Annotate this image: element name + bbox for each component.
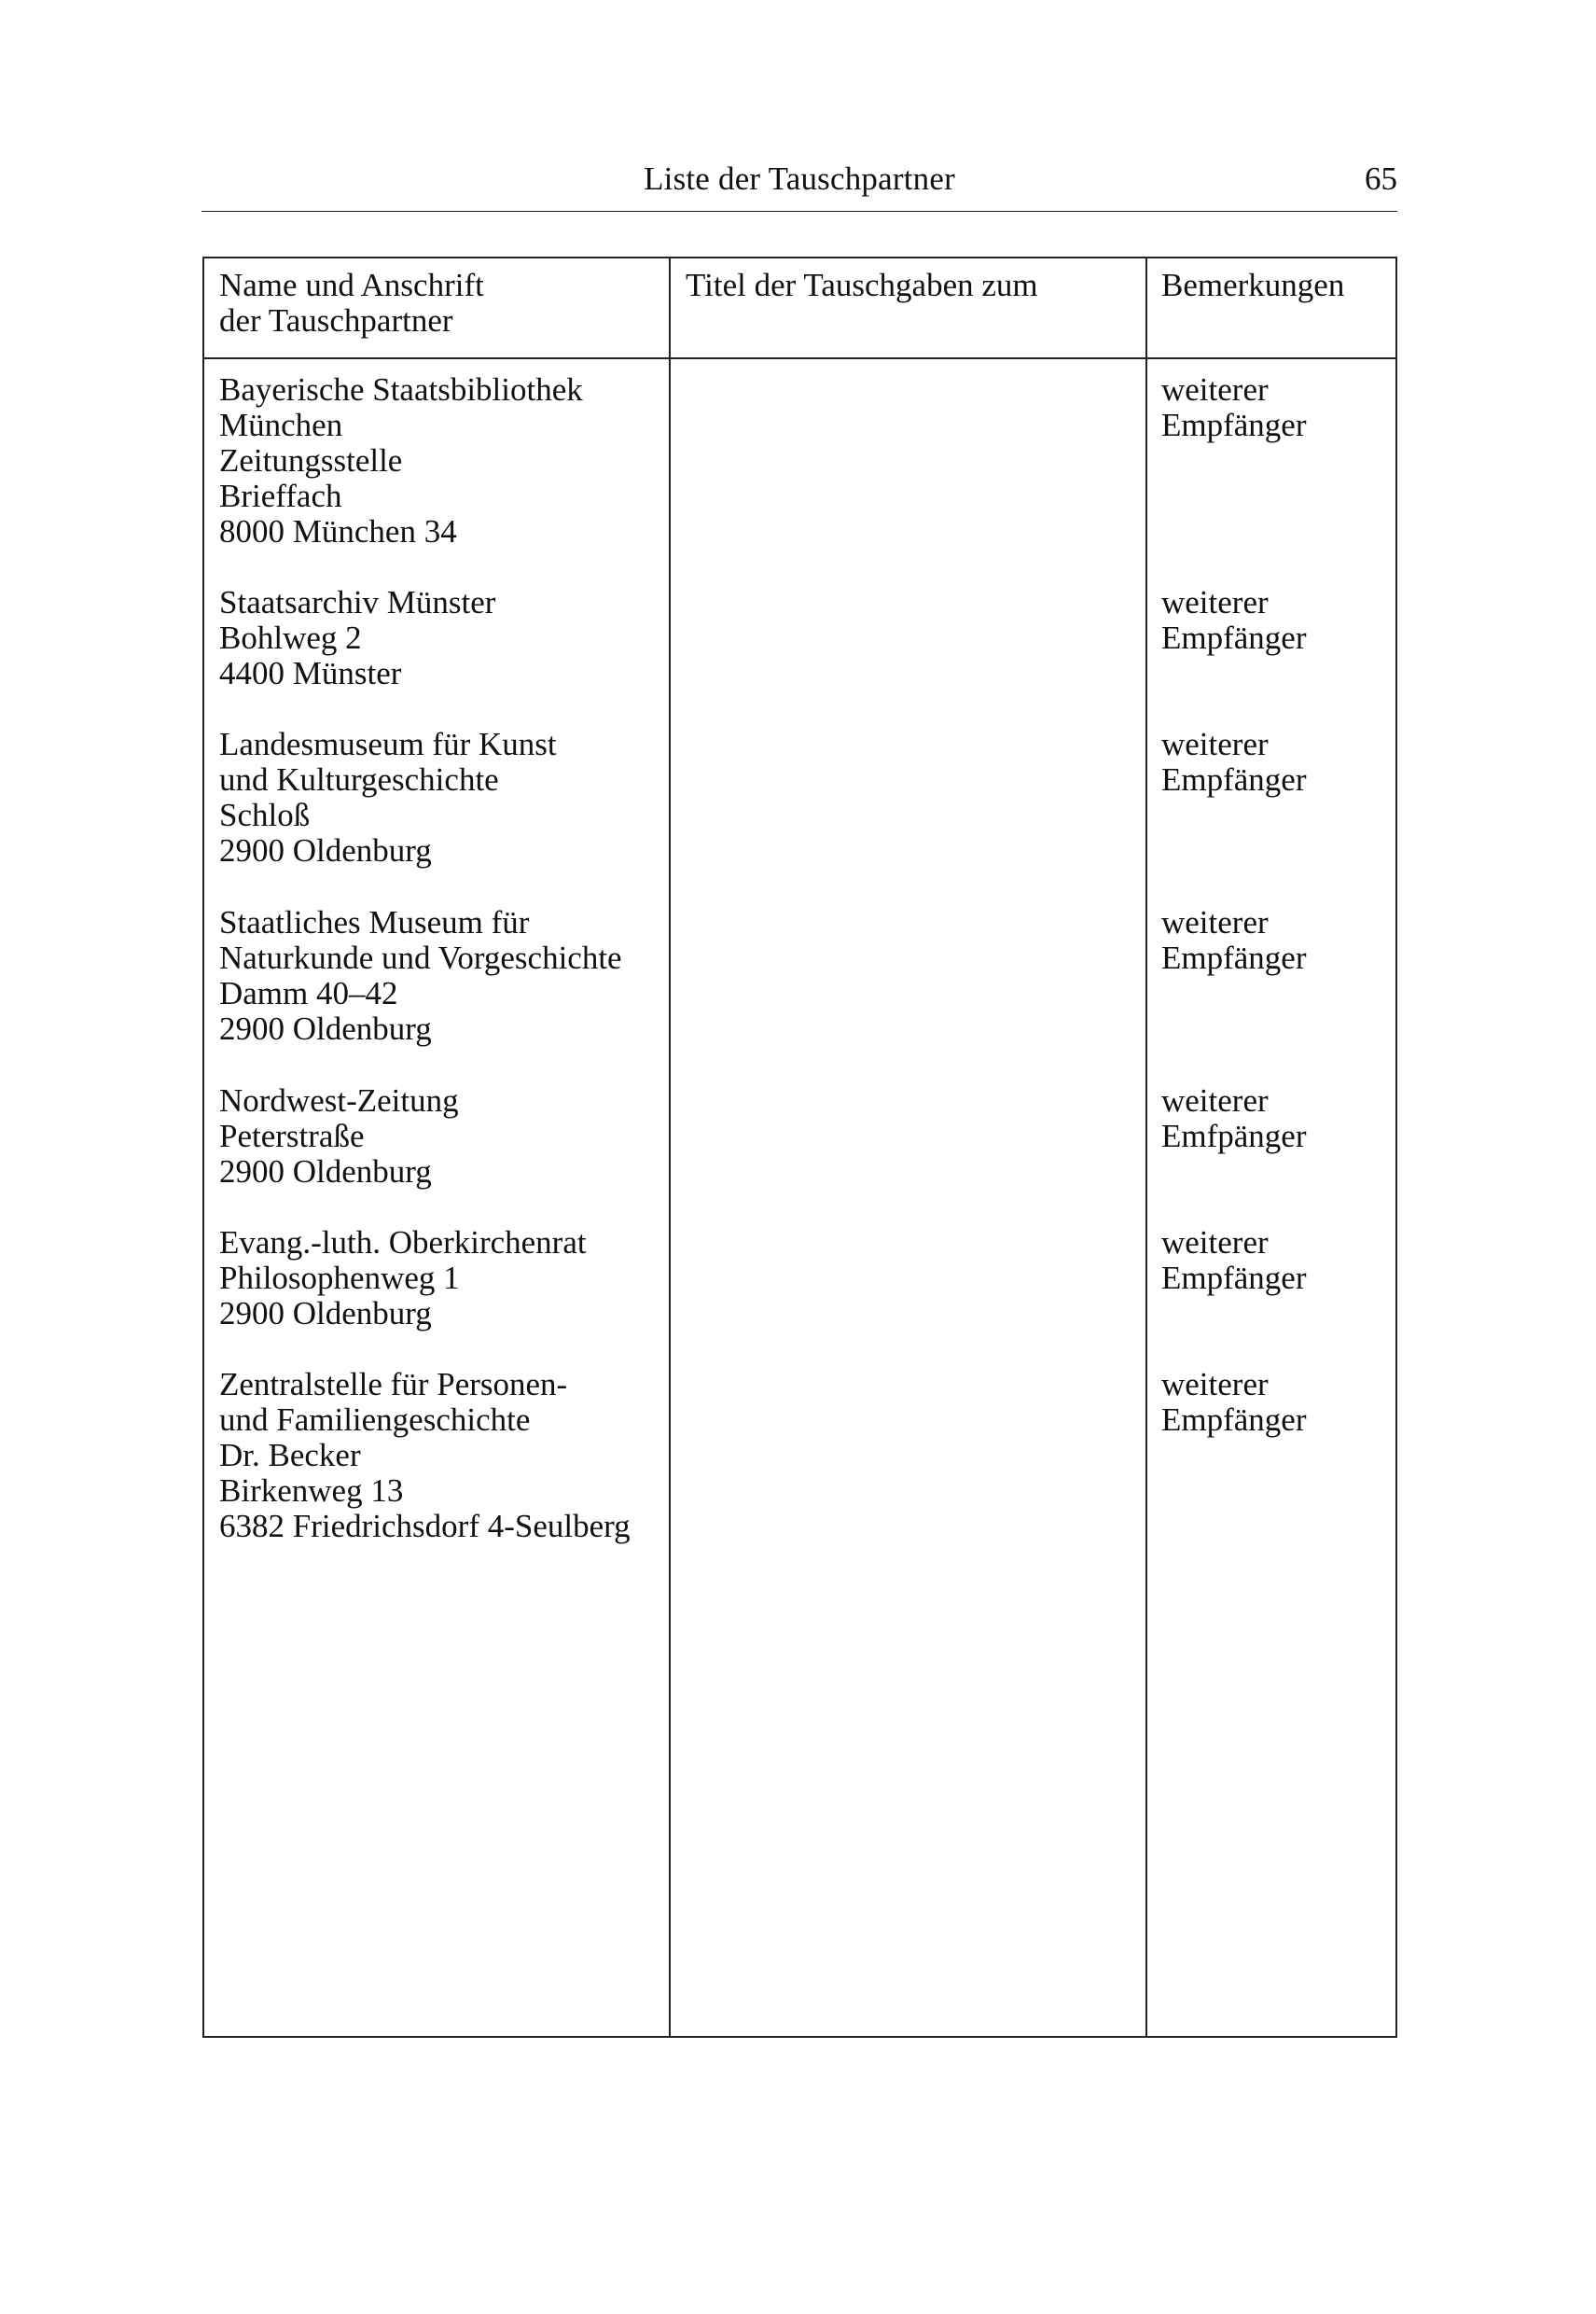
column-header-name: Name und Anschrift der Tauschpartner (219, 267, 484, 339)
column-header-remarks: Bemerkungen (1161, 267, 1345, 303)
partner-remark: weiterer Empfänger (1161, 726, 1307, 798)
column-divider (669, 258, 671, 2036)
partner-address: Bayerische Staatsbibliothek München Zeitungsstelle Brieffach 8000 München 34 (219, 371, 583, 550)
header-divider (204, 357, 1395, 359)
partner-remark: weiterer Emfpänger (1161, 1082, 1307, 1154)
page-number: 65 (1365, 160, 1397, 197)
partner-address: Evang.-luth. Oberkirchenrat Philosophenweg 1 2900 Oldenburg (219, 1224, 587, 1331)
partner-remark: weiterer Empfänger (1161, 371, 1307, 443)
partner-address: Staatsarchiv Münster Bohlweg 2 4400 Münster (219, 584, 496, 691)
page-header (201, 157, 1397, 212)
partner-remark: weiterer Empfänger (1161, 584, 1307, 656)
column-header-titles: Titel der Tauschgaben zum (686, 267, 1038, 303)
partner-remark: weiterer Empfänger (1161, 1224, 1307, 1296)
partner-address: Nordwest-Zeitung Peterstraße 2900 Oldenburg (219, 1082, 459, 1190)
partner-remark: weiterer Empfänger (1161, 904, 1307, 976)
exchange-partner-table (202, 257, 1397, 2038)
partner-address: Zentralstelle für Personen- und Familiengeschichte Dr. Becker Birkenweg 13 6382 Friedrichsdorf 4-Seulberg (219, 1366, 631, 1544)
running-title: Liste der Tauschpartner (644, 160, 955, 197)
column-divider (1145, 258, 1147, 2036)
partner-remark: weiterer Empfänger (1161, 1366, 1307, 1438)
partner-address: Landesmuseum für Kunst und Kulturgeschichte Schloß 2900 Oldenburg (219, 726, 557, 869)
partner-address: Staatliches Museum für Naturkunde und Vorgeschichte Damm 40–42 2900 Oldenburg (219, 904, 622, 1047)
